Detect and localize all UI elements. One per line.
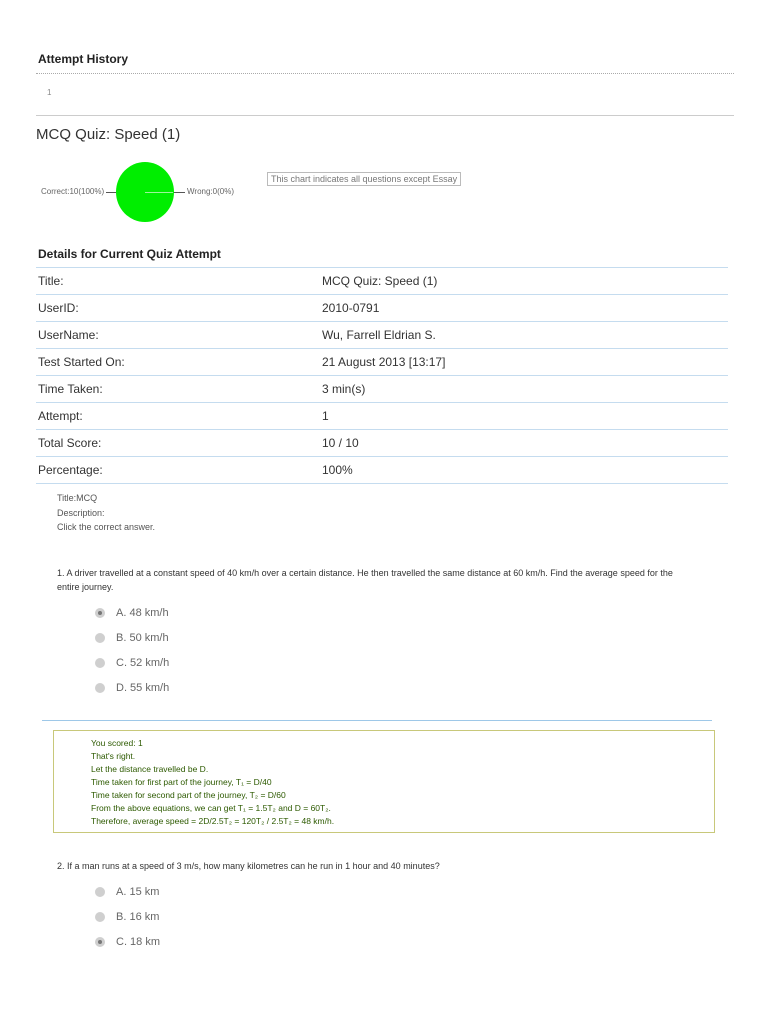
table-row — [36, 430, 728, 457]
quiz-instruction: Click the correct answer. — [57, 522, 156, 532]
detail-label: Test Started On: — [36, 349, 322, 376]
detail-label: Attempt: — [36, 403, 322, 430]
detail-value: 1 — [322, 403, 728, 430]
detail-label: Percentage: — [36, 457, 322, 484]
option-label: C. 52 km/h — [116, 657, 170, 669]
question-1-text: 1. A driver travelled at a constant speed of 40 km/h over a certain distance. He then travelled the same distance at 60 km/h. Find the average speed for the entire journey. — [57, 568, 673, 592]
radio-unselected[interactable] — [95, 633, 105, 643]
feedback-line: From the above equations, we can get T₁ = 1.5T₂ and D = 60T₂. — [91, 803, 331, 813]
detail-value: 2010-0791 — [322, 295, 728, 322]
table-row — [36, 295, 728, 322]
table-row — [36, 376, 728, 403]
option-label: A. 48 km/h — [116, 607, 169, 619]
question-1-feedback-box — [53, 730, 715, 833]
feedback-line: Time taken for first part of the journey, T₁ = D/40 — [91, 777, 272, 787]
chart-note: This chart indicates all questions except Essay — [267, 172, 461, 186]
radio-selected[interactable] — [95, 608, 105, 618]
quiz-title: MCQ Quiz: Speed (1) — [36, 126, 181, 143]
attempt-history-title: Attempt History — [38, 52, 129, 66]
question-divider — [42, 720, 712, 721]
pie-correct-label: Correct:10(100%) — [41, 187, 105, 196]
quiz-meta-title: Title:MCQ — [57, 493, 98, 503]
table-row — [36, 403, 728, 430]
pie-wrong-label: Wrong:0(0%) — [187, 187, 234, 196]
details-title: Details for Current Quiz Attempt — [38, 247, 221, 261]
attempt-history-link[interactable]: 1 — [47, 88, 52, 97]
detail-label: UserName: — [36, 322, 322, 349]
pie-wrong-leader-line — [174, 192, 185, 193]
option-label: B. 50 km/h — [116, 632, 169, 644]
radio-selected[interactable] — [95, 937, 105, 947]
detail-value: 21 August 2013 [13:17] — [322, 349, 728, 376]
detail-value: MCQ Quiz: Speed (1) — [322, 268, 728, 295]
details-table — [36, 267, 728, 484]
radio-unselected[interactable] — [95, 658, 105, 668]
option-label: B. 16 km — [116, 911, 160, 923]
detail-value: 100% — [322, 457, 728, 484]
quiz-meta-description-label: Description: — [57, 508, 105, 518]
section-divider — [36, 115, 734, 116]
pie-correct-leader-line — [106, 192, 116, 193]
option-label: D. 55 km/h — [116, 682, 170, 694]
detail-label: UserID: — [36, 295, 322, 322]
detail-value: 3 min(s) — [322, 376, 728, 403]
detail-value: Wu, Farrell Eldrian S. — [322, 322, 728, 349]
question-2-text: 2. If a man runs at a speed of 3 m/s, how many kilometres can he run in 1 hour and 40 minutes? — [57, 861, 440, 871]
radio-unselected[interactable] — [95, 887, 105, 897]
table-row — [36, 457, 728, 484]
detail-label: Title: — [36, 268, 322, 295]
feedback-line: Therefore, average speed = 2D/2.5T₂ = 120T₂ / 2.5T₂ = 48 km/h. — [91, 816, 335, 826]
option-label: A. 15 km — [116, 886, 160, 898]
feedback-score: You scored: 1 — [91, 738, 143, 748]
dotted-divider — [36, 73, 734, 74]
detail-label: Total Score: — [36, 430, 322, 457]
detail-value: 10 / 10 — [322, 430, 728, 457]
table-row — [36, 268, 728, 295]
table-row — [36, 349, 728, 376]
feedback-line: That's right. — [91, 751, 136, 761]
pie-wrong-slice-edge — [145, 192, 173, 193]
option-label: C. 18 km — [116, 936, 161, 948]
feedback-line: Let the distance travelled be D. — [91, 764, 209, 774]
table-row — [36, 322, 728, 349]
radio-unselected[interactable] — [95, 683, 105, 693]
detail-label: Time Taken: — [36, 376, 322, 403]
radio-unselected[interactable] — [95, 912, 105, 922]
feedback-line: Time taken for second part of the journey, T₂ = D/60 — [91, 790, 286, 800]
